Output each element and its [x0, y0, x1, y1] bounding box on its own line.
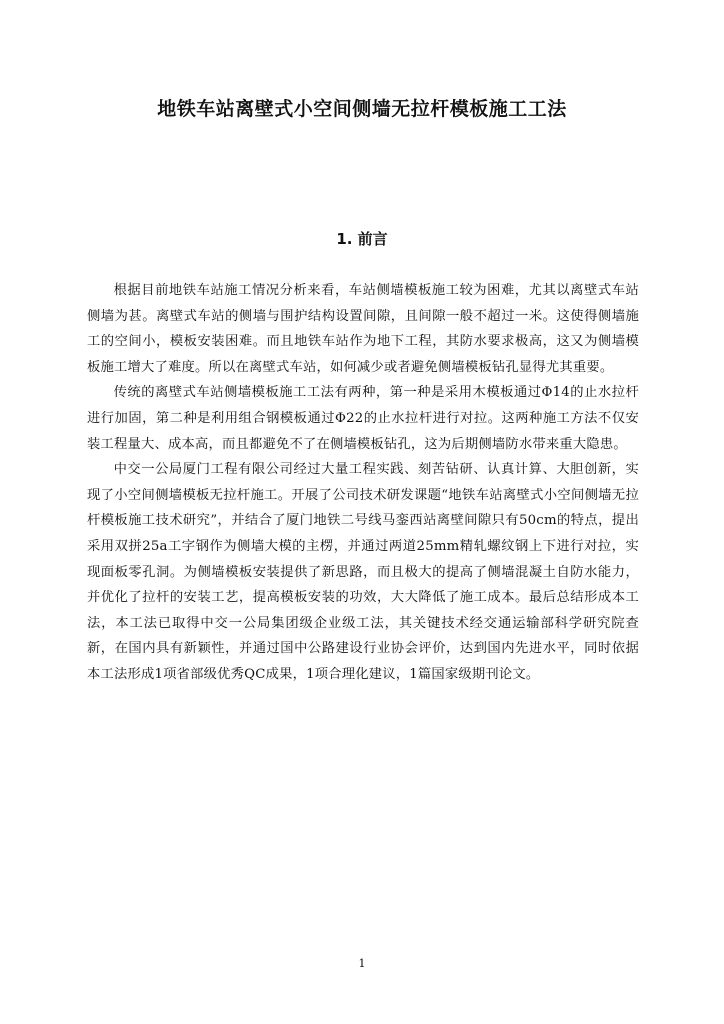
paragraph-2: 传统的离壁式车站侧墙模板施工工法有两种，第一种是采用木模板通过Φ14的止水拉杆进行加固，第二种是利用组合钢模板通过Φ22的止水拉杆进行对拉。这两种施工方法不仅安装工程量大、成本高，而且都避免不了在侧墙模板钻孔，这为后期侧墙防水带来重大隐患。 — [87, 385, 639, 452]
section-heading-preface: 1. 前言 — [336, 230, 388, 248]
paragraph-3: 中交一公局厦门工程有限公司经过大量工程实践、刻苦钻研、认真计算、大胆创新，实现了小空间侧墙模板无拉杆施工。开展了公司技术研发课题“地铁车站离壁式小空间侧墙无拉杆模板施工技术研究”，并结合了厦门地铁二号线马銮西站离壁间隙只有50cm的特点，提出采用双拼25a工字钢作为侧墙大模的主楞，并通过两道25mm精轧螺纹钢上下进行对拉，实现面板零孔洞。为侧墙模板安装提供了新思路，而且极大的提高了侧墙混凝土自防水能力，并优化了拉杆的安装工艺，提高模板安装的功效，大大降低了施工成本。最后总结形成本工法，本工法已取得中交一公局集团级企业级工法，其关键技术经交通运输部科学研究院查新，在国内具有新颖性，并通过国中公路建设行业协会评价，达到国内先进水平，同时依据本工法形成1项省部级优秀QC成果，1项合理化建议，1篇国家级期刊论文。 — [87, 462, 639, 682]
page-number: 1 — [358, 957, 366, 970]
paragraph-1: 根据目前地铁车站施工情况分析来看，车站侧墙模板施工较为困难，尤其以离壁式车站侧墙为甚。离壁式车站的侧墙与围护结构设置间隙，且间隙一般不超过一米。这使得侧墙施工的空间小，模板安装困难。而且地铁车站作为地下工程，其防水要求极高，这又为侧墙模板施工增大了难度。所以在离壁式车站，如何减少或者避免侧墙模板钻孔显得尤其重要。 — [87, 283, 639, 375]
body-text — [87, 278, 639, 688]
document-title: 地铁车站离壁式小空间侧墙无拉杆模板施工工法 — [157, 98, 567, 120]
